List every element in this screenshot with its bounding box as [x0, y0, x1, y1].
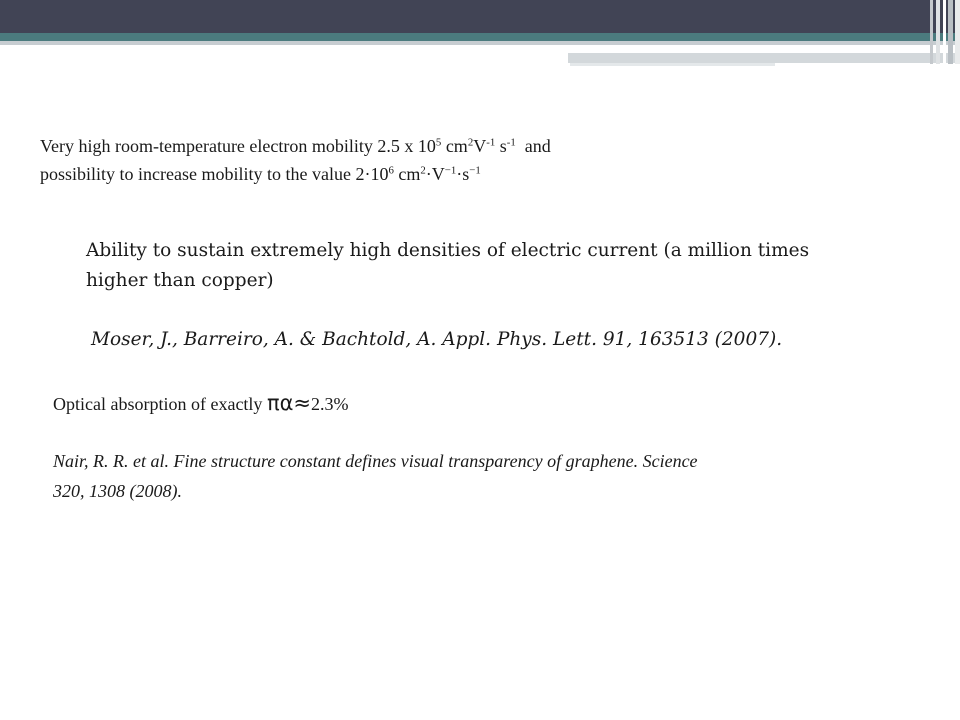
- header-light-line: [570, 63, 775, 66]
- mobility-line-1-text: Very high room-temperature electron mobility 2.5 x 10: [40, 136, 436, 156]
- exponent: −1: [469, 164, 481, 177]
- unit: ·s: [456, 164, 470, 184]
- header-bar: [0, 0, 960, 33]
- current-density-line-2: higher than copper): [86, 270, 274, 291]
- current-density-line-1: Ability to sustain extremely high densities of electric current (a million times: [86, 240, 810, 261]
- optical-absorption-value: 2.3%: [311, 394, 349, 414]
- mobility-line-1: [40, 136, 551, 157]
- mobility-line-2: [40, 164, 481, 185]
- unit: s: [495, 136, 507, 156]
- optical-absorption-text: Optical absorption of exactly: [53, 394, 267, 414]
- mobility-line-2-text: possibility to increase mobility to the value 2·10: [40, 164, 389, 184]
- unit: cm: [441, 136, 468, 156]
- unit: V: [473, 136, 487, 156]
- unit: cm: [393, 164, 421, 184]
- optical-absorption-line: [53, 391, 349, 415]
- header-grey-stripe: [0, 41, 960, 45]
- exponent: -1: [486, 136, 496, 149]
- header-grey-band: [568, 53, 960, 63]
- nair-reference-line-1: Nair, R. R. et al. Fine structure constant defines visual transparency of graphene. Science: [53, 451, 698, 471]
- exponent: 6: [388, 164, 394, 177]
- exponent: −1: [444, 164, 457, 177]
- header-accent-stripe: [0, 33, 960, 41]
- exponent: 5: [435, 136, 442, 149]
- exponent: 2: [420, 164, 426, 177]
- header-corner-strips: [930, 0, 960, 64]
- moser-reference: Moser, J., Barreiro, A. & Bachtold, A. Appl. Phys. Lett. 91, 163513 (2007).: [91, 329, 783, 350]
- exponent: -1: [506, 136, 516, 149]
- unit: ·V: [425, 164, 445, 184]
- mobility-line-1-suffix: and: [515, 136, 551, 156]
- exponent: 2: [467, 136, 474, 149]
- optical-absorption-symbol: πα≈: [266, 391, 312, 415]
- header-white-line: [570, 49, 888, 52]
- nair-reference-line-2: 320, 1308 (2008).: [53, 481, 182, 501]
